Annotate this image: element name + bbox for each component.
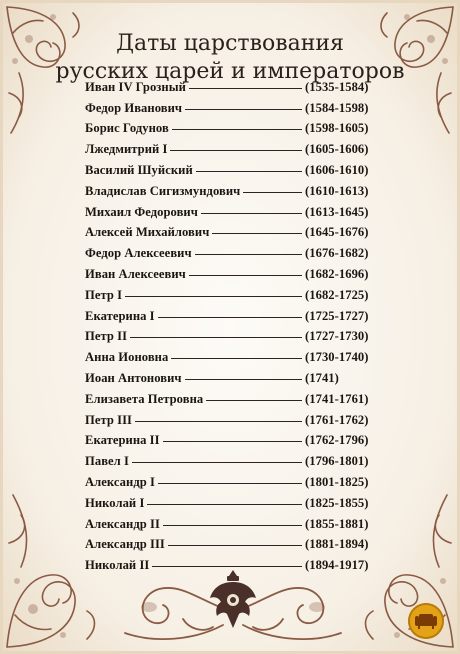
leader-line bbox=[172, 129, 302, 130]
ruler-name: Николай II bbox=[85, 558, 150, 573]
leader-line bbox=[132, 462, 302, 463]
ruler-name: Екатерина I bbox=[85, 308, 155, 323]
reign-years: (1730-1740) bbox=[305, 350, 369, 365]
ruler-row bbox=[85, 77, 385, 98]
title-line-1: Даты царствования bbox=[116, 30, 344, 56]
double-headed-eagle-icon bbox=[207, 568, 259, 632]
reign-years: (1741-1761) bbox=[305, 391, 369, 406]
ruler-name: Михаил Федорович bbox=[85, 204, 198, 219]
ruler-name: Петр I bbox=[85, 287, 123, 302]
ruler-row bbox=[85, 285, 385, 306]
reign-years: (1535-1584) bbox=[305, 79, 369, 94]
leader-line bbox=[135, 421, 302, 422]
ruler-name: Иоан Антонович bbox=[85, 371, 182, 386]
ruler-name: Екатерина II bbox=[85, 433, 160, 448]
rulers-list bbox=[85, 77, 385, 576]
ruler-row bbox=[85, 119, 385, 140]
ruler-name: Анна Ионовна bbox=[85, 350, 169, 365]
reign-years: (1584-1598) bbox=[305, 100, 369, 115]
reign-years: (1605-1606) bbox=[305, 142, 369, 157]
reign-years: (1762-1796) bbox=[305, 433, 369, 448]
reign-years: (1894-1917) bbox=[305, 558, 369, 573]
ruler-row bbox=[85, 347, 385, 368]
ruler-row bbox=[85, 389, 385, 410]
title-line-2: русских царей и императоров bbox=[55, 58, 405, 84]
reign-years: (1682-1696) bbox=[305, 267, 369, 282]
reign-years: (1796-1801) bbox=[305, 454, 369, 469]
reign-years: (1676-1682) bbox=[305, 246, 369, 261]
reign-years: (1610-1613) bbox=[305, 183, 369, 198]
leader-line bbox=[189, 88, 302, 89]
leader-line bbox=[170, 150, 302, 151]
leader-line bbox=[163, 441, 302, 442]
ruler-row bbox=[85, 243, 385, 264]
reign-years: (1727-1730) bbox=[305, 329, 369, 344]
leader-line bbox=[212, 233, 302, 234]
ruler-name: Федор Иванович bbox=[85, 100, 183, 115]
ruler-name: Елизавета Петровна bbox=[85, 391, 204, 406]
leader-line bbox=[152, 566, 302, 567]
ruler-row bbox=[85, 181, 385, 202]
leader-line bbox=[158, 317, 302, 318]
ruler-name: Александр I bbox=[85, 475, 155, 490]
leader-line bbox=[130, 337, 302, 338]
ruler-row bbox=[85, 514, 385, 535]
leader-line bbox=[171, 358, 302, 359]
ruler-row bbox=[85, 139, 385, 160]
leader-line bbox=[189, 275, 302, 276]
ruler-name: Василий Шуйский bbox=[85, 163, 193, 178]
ruler-row bbox=[85, 264, 385, 285]
leader-line bbox=[206, 400, 302, 401]
reign-years: (1606-1610) bbox=[305, 163, 369, 178]
leader-line bbox=[243, 192, 302, 193]
reign-years: (1881-1894) bbox=[305, 537, 369, 552]
reign-years: (1613-1645) bbox=[305, 204, 369, 219]
reign-years: (1825-1855) bbox=[305, 495, 369, 510]
ruler-row bbox=[85, 368, 385, 389]
reign-years: (1761-1762) bbox=[305, 412, 369, 427]
leader-line bbox=[163, 525, 302, 526]
reign-years: (1741) bbox=[305, 371, 339, 386]
ruler-name: Иван Алексеевич bbox=[85, 267, 186, 282]
ruler-name: Николай I bbox=[85, 495, 145, 510]
leader-line bbox=[147, 504, 302, 505]
ruler-name: Федор Алексеевич bbox=[85, 246, 192, 261]
leader-line bbox=[196, 171, 302, 172]
ruler-name: Павел I bbox=[85, 454, 129, 469]
ruler-name: Петр III bbox=[85, 412, 132, 427]
ruler-row bbox=[85, 98, 385, 119]
ruler-name: Александр II bbox=[85, 516, 160, 531]
ruler-name: Алексей Михайлович bbox=[85, 225, 210, 240]
reign-years: (1598-1605) bbox=[305, 121, 369, 136]
leader-line bbox=[158, 483, 302, 484]
leader-line bbox=[195, 254, 302, 255]
leader-line bbox=[185, 109, 302, 110]
ruler-row bbox=[85, 493, 385, 514]
reign-years: (1682-1725) bbox=[305, 287, 369, 302]
leader-line bbox=[185, 379, 302, 380]
ruler-name: Иван IV Грозный bbox=[85, 79, 186, 94]
ruler-row bbox=[85, 202, 385, 223]
ruler-row bbox=[85, 306, 385, 327]
reign-years: (1725-1727) bbox=[305, 308, 369, 323]
ruler-name: Лжедмитрий I bbox=[85, 142, 168, 157]
reign-years: (1645-1676) bbox=[305, 225, 369, 240]
ruler-row bbox=[85, 535, 385, 556]
ruler-row bbox=[85, 555, 385, 576]
leader-line bbox=[168, 545, 302, 546]
ruler-row bbox=[85, 472, 385, 493]
sofa-logo-icon bbox=[408, 603, 444, 639]
reign-years: (1855-1881) bbox=[305, 516, 369, 531]
ruler-row bbox=[85, 451, 385, 472]
ruler-row bbox=[85, 431, 385, 452]
ruler-row bbox=[85, 223, 385, 244]
ruler-name: Владислав Сигизмундович bbox=[85, 183, 241, 198]
leader-line bbox=[201, 213, 302, 214]
ruler-name: Борис Годунов bbox=[85, 121, 169, 136]
reign-years: (1801-1825) bbox=[305, 475, 369, 490]
ruler-name: Петр II bbox=[85, 329, 128, 344]
ruler-row bbox=[85, 327, 385, 348]
ruler-name: Александр III bbox=[85, 537, 165, 552]
ruler-row bbox=[85, 160, 385, 181]
ruler-row bbox=[85, 410, 385, 431]
leader-line bbox=[125, 296, 302, 297]
